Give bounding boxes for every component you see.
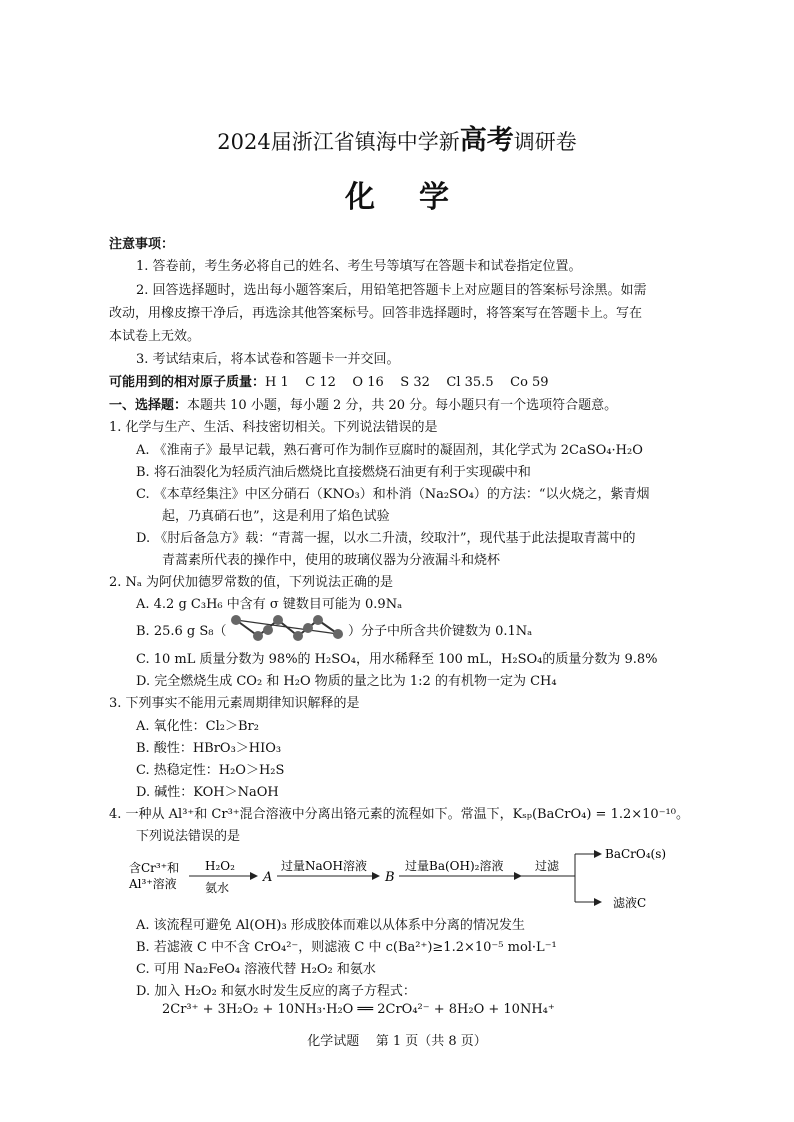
q2-option-b-suffix: ）分子中所含共价键数为 0.1Nₐ (348, 624, 533, 639)
q3-option-b: B. 酸性：HBrO₃＞HIO₃ (136, 741, 282, 756)
q3-option-c: C. 热稳定性：H₂O＞H₂S (136, 763, 285, 778)
title-emphasis: 高考 (459, 125, 514, 156)
q3-option-a: A. 氧化性：Cl₂＞Br₂ (136, 719, 259, 734)
q1-option-c-line2: 起，乃真硝石也”，这是利用了焰色试验 (162, 509, 390, 524)
q1-option-d-line1: D. 《肘后备急方》载：“青蒿一握，以水二升渍，绞取汁”，现代基于此法提取青蒿中的 (136, 531, 636, 546)
notice-item-3: 3. 考试结束后，将本试卷和答题卡一并交回。 (136, 352, 400, 367)
q1-option-c-line1: C. 《本草经集注》中区分硝石（KNO₃）和朴消（Na₂SO₄）的方法：“以火烧之，紫青烟 (136, 487, 650, 502)
page-footer: 化学试题 第 1 页（共 8 页） (307, 1034, 487, 1049)
q2-option-a: A. 4.2 g C₃H₆ 中含有 σ 键数目可能为 0.9Nₐ (136, 597, 403, 612)
q2-option-c: C. 10 mL 质量分数为 98%的 H₂SO₄，用水稀释至 100 mL，H₂SO₄的质量分数为 9.8% (136, 652, 658, 667)
notice-item-2-line1: 2. 回答选择题时，选出每小题答案后，用铅笔把答题卡上对应题目的答案标号涂黑。如需 (136, 283, 647, 298)
flow-step3-top: 过量Ba(OH)₂溶液 (405, 859, 504, 873)
flow-step2-top: 过量NaOH溶液 (281, 859, 367, 873)
atomic-masses (109, 371, 549, 390)
q4-option-b: B. 若滤液 C 中不含 CrO₄²⁻，则滤液 C 中 c(Ba²⁺)≥1.2×10⁻⁵ mol·L⁻¹ (136, 940, 557, 955)
q4-option-c: C. 可用 Na₂FeO₄ 溶液代替 H₂O₂ 和氨水 (136, 962, 376, 977)
section-1-heading: 一、选择题： (109, 398, 188, 413)
flow-start-line2: Al³⁺溶液 (129, 877, 177, 891)
q1-option-d-line2: 青蒿素所代表的操作中，使用的玻璃仪器为分液漏斗和烧杯 (162, 553, 501, 568)
atomic-masses-label: 可能用到的相对原子质量： (109, 375, 266, 390)
flow-product-top: BaCrO₄(s) (605, 848, 667, 861)
flow-product-bottom: 滤液C (613, 896, 647, 910)
title-suffix: 调研卷 (513, 130, 577, 154)
section-1-desc: 本题共 10 小题，每小题 2 分，共 20 分。每小题只有一个选项符合题意。 (187, 398, 618, 413)
flow-step4: 过滤 (535, 859, 560, 873)
q1-option-a: A. 《淮南子》最早记载，熟石膏可作为制作豆腐时的凝固剂，其化学式为 2CaSO₄·H₂O (136, 443, 643, 458)
section-1 (109, 394, 617, 413)
notice-heading: 注意事项： (109, 237, 175, 252)
q4-stem-line2: 下列说法错误的是 (136, 829, 241, 844)
q4-flow-diagram (125, 848, 685, 918)
q2-stem: 2. Nₐ 为阿伏加德罗常数的值，下列说法正确的是 (109, 575, 394, 590)
q1-option-b: B. 将石油裂化为轻质汽油后燃烧比直接燃烧石油更有利于实现碳中和 (136, 465, 531, 480)
s8-ring-icon (228, 608, 346, 644)
q1-stem: 1. 化学与生产、生活、科技密切相关。下列说法错误的是 (109, 420, 438, 435)
q2-option-d: D. 完全燃烧生成 CO₂ 和 H₂O 物质的量之比为 1:2 的有机物一定为 CH₄ (136, 674, 557, 689)
exam-title (0, 118, 794, 157)
notice-item-2-line2: 改动，用橡皮擦干净后，再选涂其他答案标号。回答非选择题时，将答案写在答题卡上。写在 (109, 306, 643, 321)
q4-option-d: D. 加入 H₂O₂ 和氨水时发生反应的离子方程式： (136, 984, 416, 999)
notice-item-1: 1. 答卷前，考生务必将自己的姓名、考生号等填写在答题卡和试卷指定位置。 (136, 259, 582, 274)
subject-title: 化学 (345, 180, 493, 215)
flow-start-line1: 含Cr³⁺和 (129, 861, 180, 875)
notice-item-2-line3: 本试卷上无效。 (109, 329, 201, 344)
q3-option-d: D. 碱性：KOH＞NaOH (136, 785, 279, 800)
atomic-masses-values: H 1 C 12 O 16 S 32 Cl 35.5 Co 59 (265, 375, 549, 390)
q4-option-d-equation: 2Cr³⁺ + 3H₂O₂ + 10NH₃·H₂O ══ 2CrO₄²⁻ + 8H₂O + 10NH₄⁺ (162, 1002, 555, 1017)
flow-node-b: B (385, 870, 395, 885)
q4-option-a: A. 该流程可避免 Al(OH)₃ 形成胶体而难以从体系中分离的情况发生 (136, 918, 525, 933)
flow-node-a: A (263, 870, 273, 885)
title-prefix: 2024届浙江省镇海中学新 (217, 130, 460, 154)
flow-step1-bottom: 氨水 (205, 881, 230, 895)
q4-stem-line1: 4. 一种从 Al³⁺和 Cr³⁺混合溶液中分离出铬元素的流程如下。常温下，Kₛₚ(BaCrO₄) = 1.2×10⁻¹⁰。 (109, 807, 689, 822)
flow-step1-top: H₂O₂ (205, 859, 235, 873)
q3-stem: 3. 下列事实不能用元素周期律知识解释的是 (109, 696, 360, 711)
q2-option-b-prefix: B. 25.6 g S₈（ (136, 624, 227, 639)
